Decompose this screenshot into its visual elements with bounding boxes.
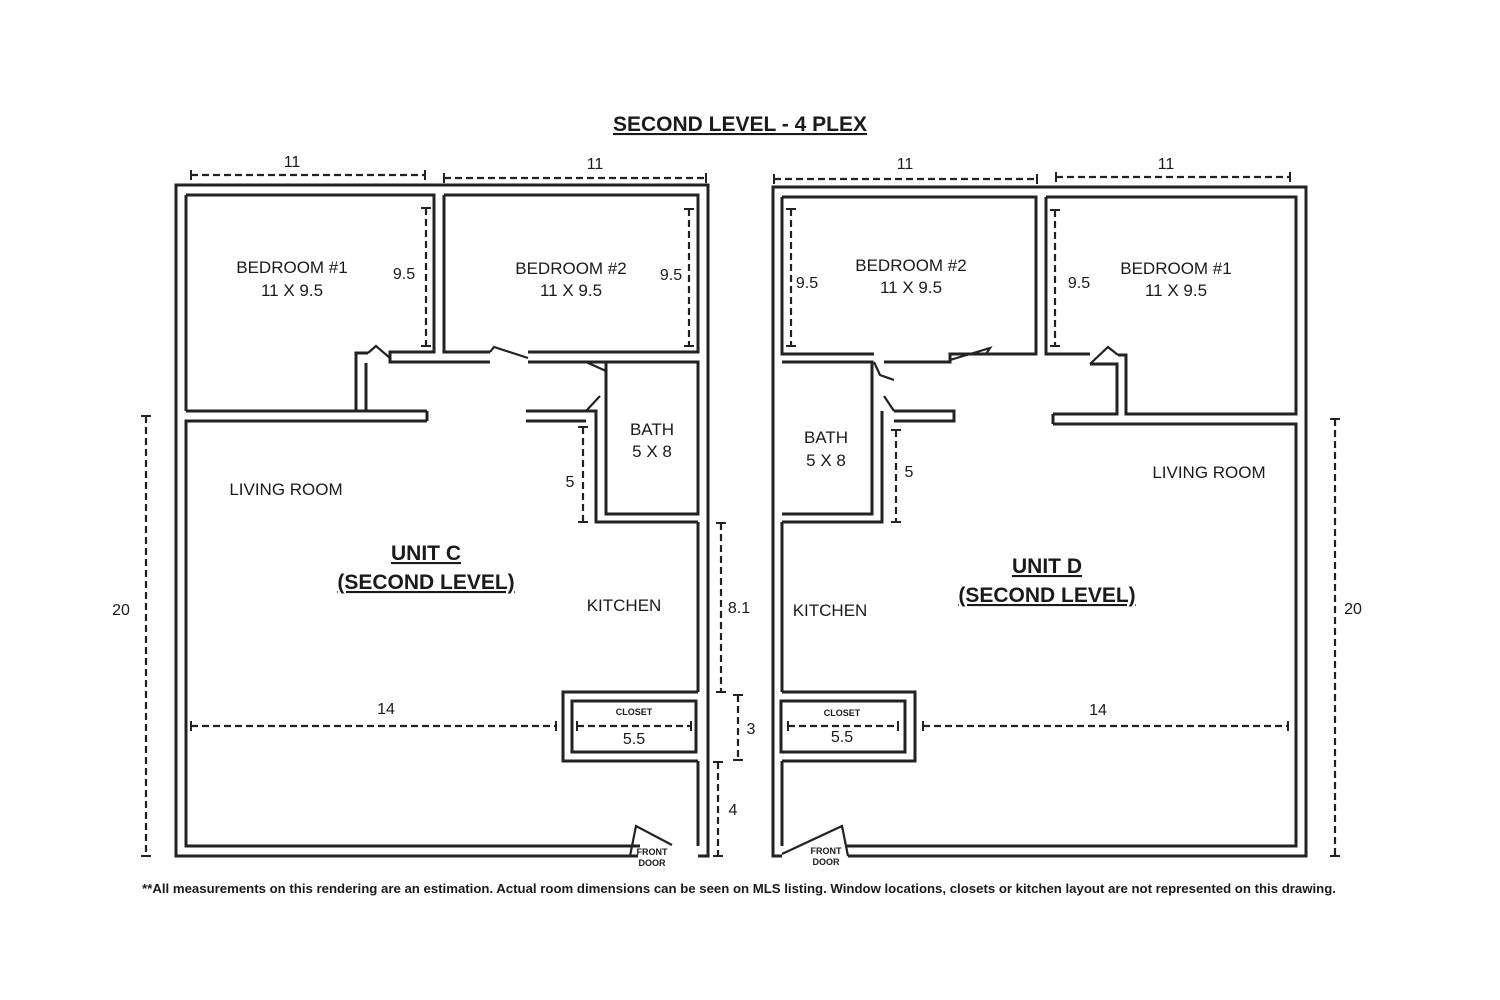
unit-d-level: (SECOND LEVEL) bbox=[958, 584, 1136, 607]
unit-c-closet-label: CLOSET bbox=[615, 707, 653, 717]
unit-c-kitchen-label: KITCHEN bbox=[586, 596, 662, 615]
unit-d-dim-living-width: 14 bbox=[1089, 702, 1107, 719]
unit-d-name: UNIT D bbox=[1012, 555, 1082, 578]
unit-c-dim-overall-height: 20 bbox=[112, 602, 130, 619]
unit-d-living-room-label: LIVING ROOM bbox=[1152, 463, 1266, 482]
unit-c-bedroom1-door bbox=[368, 346, 390, 358]
unit-d-bath-label: BATH bbox=[803, 428, 849, 447]
unit-c-dim-entry-side: 4 bbox=[728, 802, 738, 819]
unit-d-dim-bath-side: 5 bbox=[904, 464, 914, 481]
unit-d-kitchen-label: KITCHEN bbox=[792, 601, 868, 620]
unit-c-dim-top-left: 11 bbox=[283, 154, 301, 171]
unit-d-plan bbox=[773, 156, 1362, 867]
page-title: SECOND LEVEL - 4 PLEX bbox=[613, 113, 867, 136]
unit-c-bedroom2-size: 11 X 9.5 bbox=[539, 281, 603, 300]
unit-d-bath-size: 5 X 8 bbox=[806, 451, 846, 470]
unit-c-bedroom1-label: BEDROOM #1 bbox=[236, 258, 348, 277]
unit-c-bedroom2-door bbox=[490, 347, 528, 358]
unit-c-dim-kitchen-side: 8.1 bbox=[727, 600, 751, 617]
unit-c-bedroom2-label: BEDROOM #2 bbox=[515, 259, 627, 278]
unit-c-dim-bed1-height: 9.5 bbox=[392, 266, 416, 283]
unit-c-name: UNIT C bbox=[391, 542, 461, 565]
unit-c-dim-bed2-height: 9.5 bbox=[659, 267, 683, 284]
unit-c-bath-label: BATH bbox=[629, 420, 675, 439]
unit-c-dim-top-right: 11 bbox=[586, 156, 604, 173]
unit-d-bedroom2-wall bbox=[782, 197, 1036, 354]
unit-c-living-room-label: LIVING ROOM bbox=[229, 480, 343, 499]
unit-d-bedroom1-size: 11 X 9.5 bbox=[1144, 281, 1208, 300]
unit-c-bedroom1-wall bbox=[186, 353, 368, 411]
unit-d-dim-bed1-height: 9.5 bbox=[1067, 275, 1091, 292]
unit-c-dim-bath-side: 5 bbox=[565, 474, 575, 491]
footnote: **All measurements on this rendering are an estimation. Actual room dimensions can be seen on MLS listing. Window locations, closets or kitchen layout are not represented on this drawing. bbox=[142, 881, 1336, 896]
unit-d-bedroom1-label: BEDROOM #1 bbox=[1120, 259, 1232, 278]
unit-d-dim-bed2-height: 9.5 bbox=[795, 275, 819, 292]
unit-d-closet-label: CLOSET bbox=[823, 708, 861, 718]
unit-d-dim-overall-height: 20 bbox=[1344, 601, 1362, 618]
unit-c-front-door-label-2: DOOR bbox=[638, 858, 666, 868]
unit-c-bath-size: 5 X 8 bbox=[632, 442, 672, 461]
unit-c-bedroom1-size: 11 X 9.5 bbox=[260, 281, 324, 300]
unit-d-bedroom2-label: BEDROOM #2 bbox=[855, 256, 967, 275]
unit-c-dim-closet-side: 3 bbox=[746, 721, 756, 738]
unit-d-bedroom1-door bbox=[1090, 347, 1118, 364]
unit-d-bedroom2-size: 11 X 9.5 bbox=[879, 278, 943, 297]
unit-d-inner-wall bbox=[846, 424, 1296, 846]
unit-d-bath-door bbox=[874, 362, 894, 411]
unit-c-bath-door bbox=[586, 362, 606, 411]
unit-d-bedroom1-wall bbox=[1046, 197, 1296, 414]
unit-d-front-door-label-1: FRONT bbox=[810, 846, 842, 856]
unit-c-dim-living-width: 14 bbox=[377, 701, 395, 718]
unit-d-dim-closet-width: 5.5 bbox=[830, 729, 854, 746]
unit-c-front-door-label-1: FRONT bbox=[636, 847, 668, 857]
unit-d-front-door-label-2: DOOR bbox=[812, 857, 840, 867]
unit-c-dim-closet-width: 5.5 bbox=[622, 731, 646, 748]
unit-d-dim-top-left: 11 bbox=[896, 156, 914, 173]
unit-c-plan bbox=[112, 154, 755, 868]
unit-d-dim-top-right: 11 bbox=[1157, 156, 1175, 173]
unit-c-level: (SECOND LEVEL) bbox=[337, 571, 515, 594]
